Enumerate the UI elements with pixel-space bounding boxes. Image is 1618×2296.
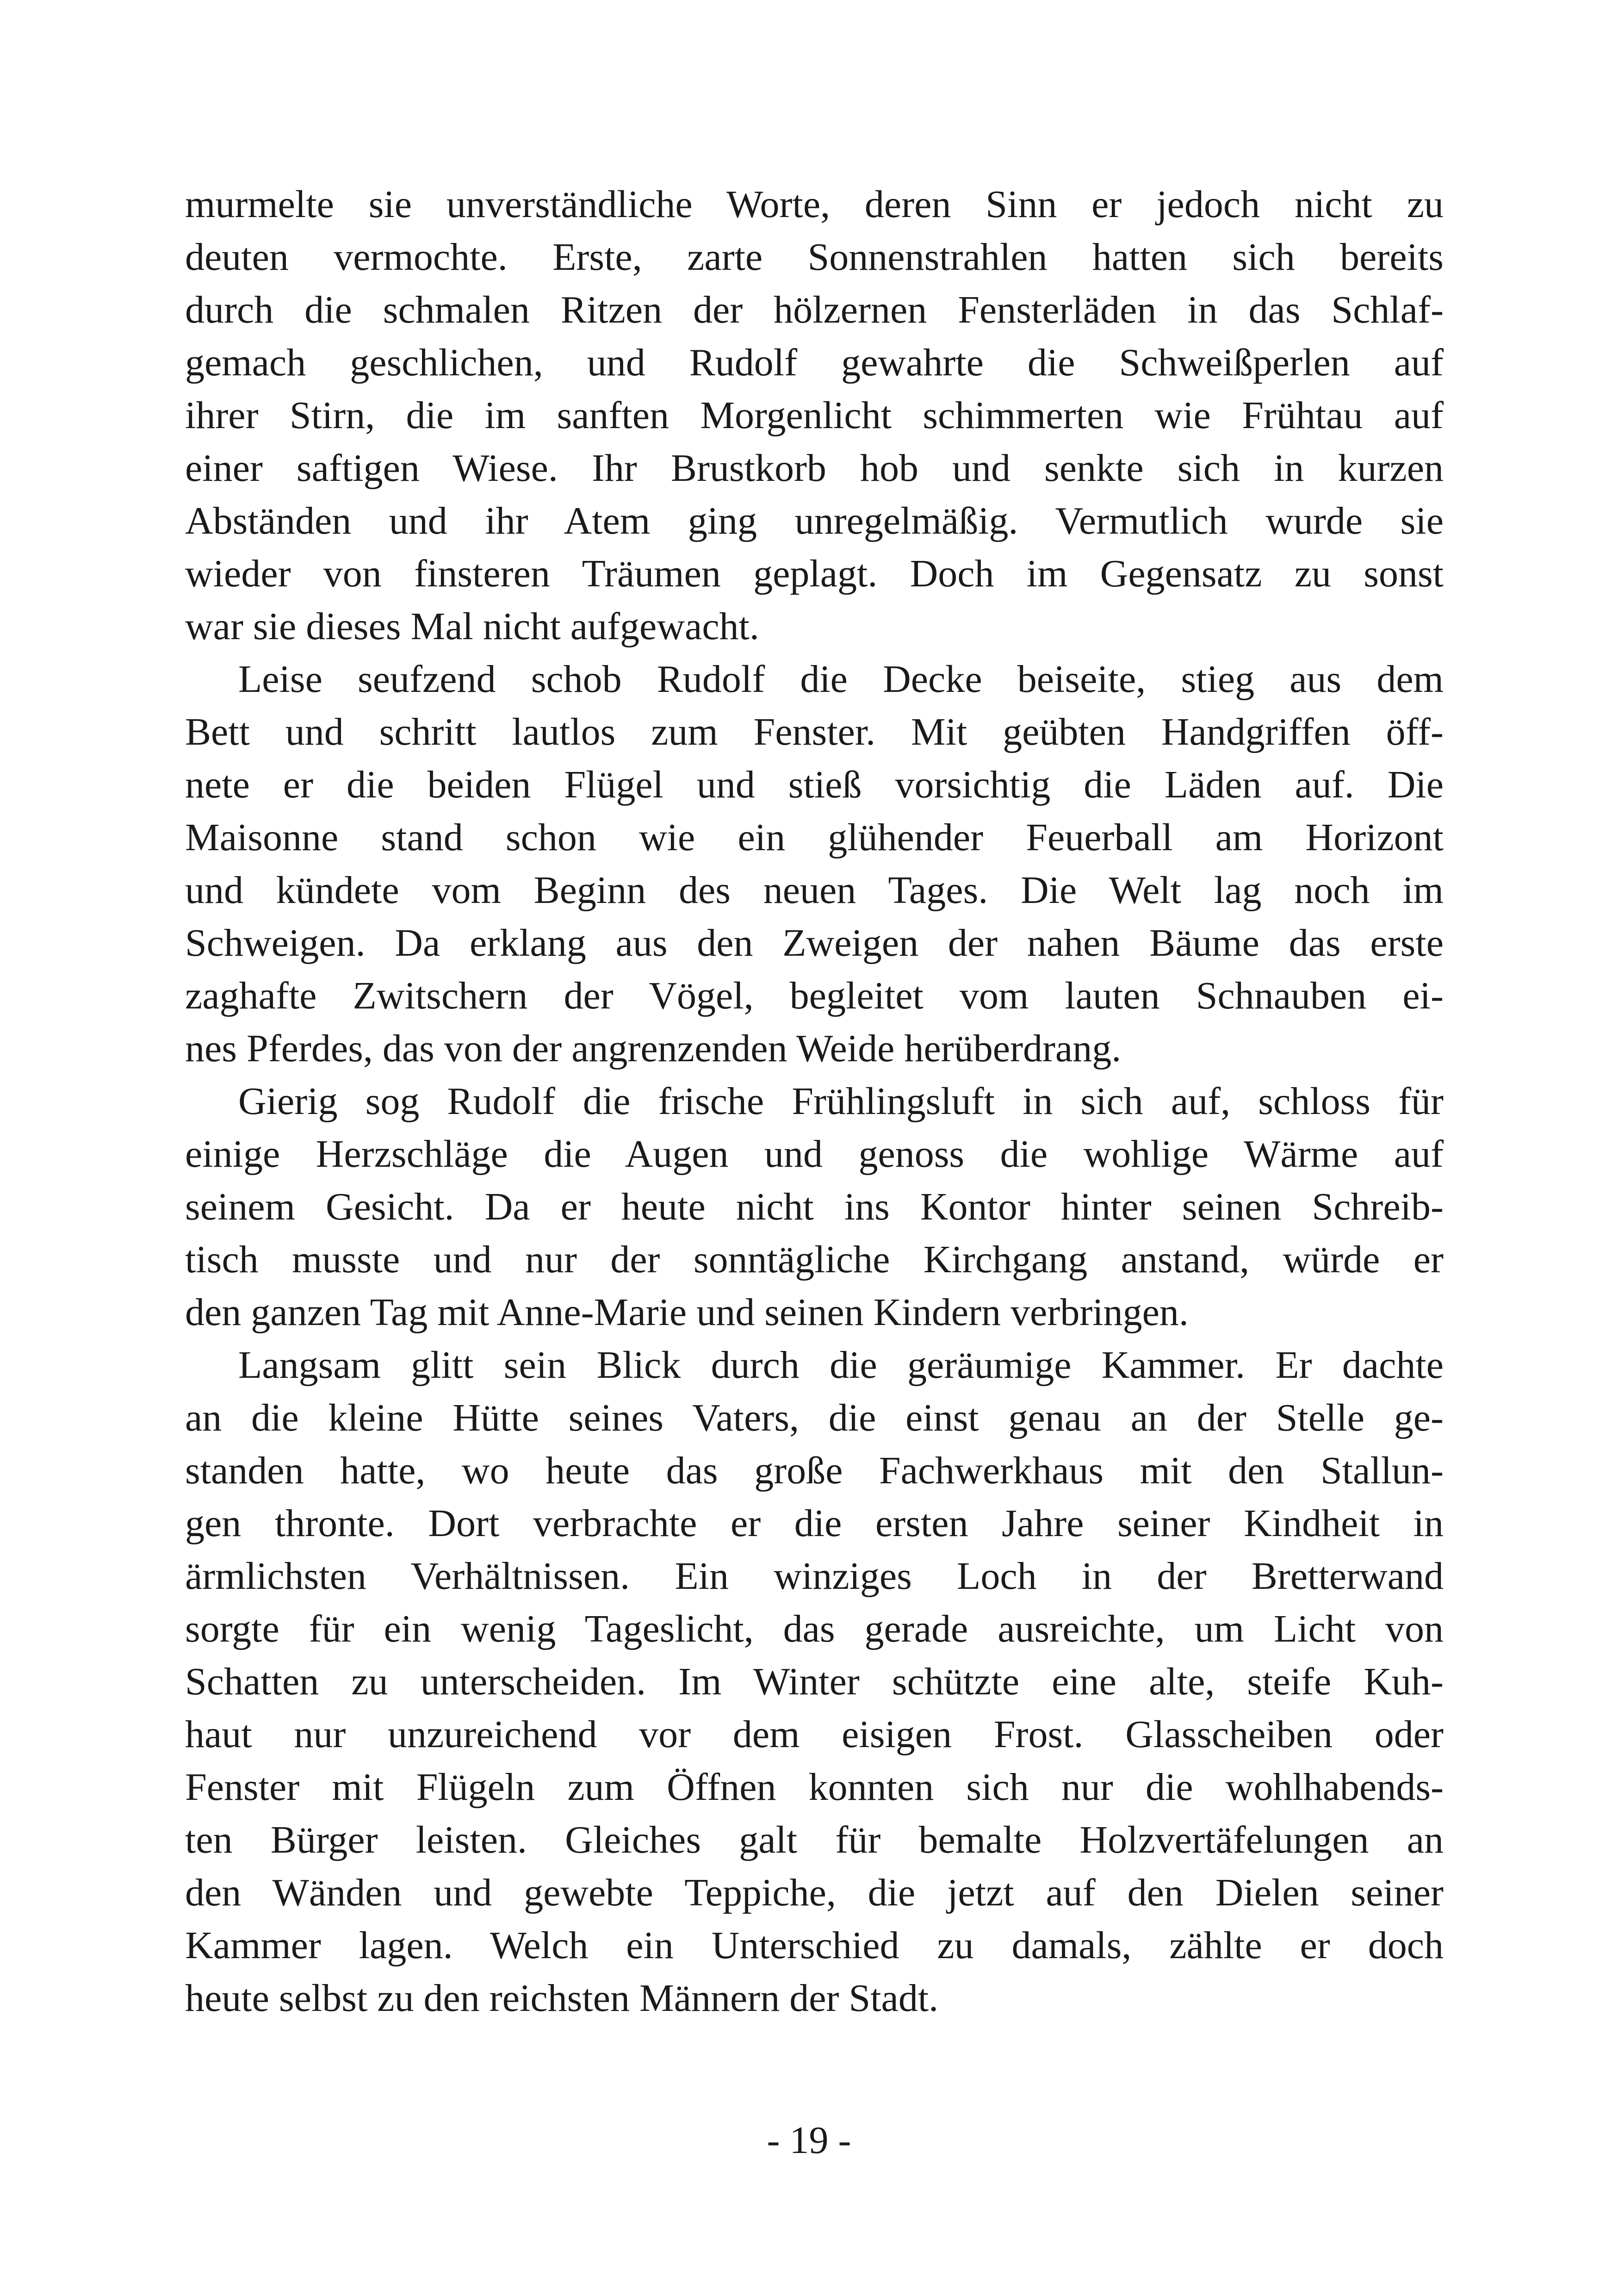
text-line: Schatten zu unterscheiden. Im Winter schützte eine alte, steife Kuh- [185, 1660, 1444, 1703]
text-line: heute selbst zu den reichsten Männern der Stadt. [185, 1977, 939, 2020]
paragraph [185, 653, 1444, 1075]
text-line: ihrer Stirn, die im sanften Morgenlicht schimmerten wie Frühtau auf [185, 394, 1444, 437]
text-line: seinem Gesicht. Da er heute nicht ins Kontor hinter seinen Schreib- [185, 1185, 1444, 1228]
text-line: Gierig sog Rudolf die frische Frühlingsluft in sich auf, schloss für [238, 1080, 1444, 1123]
text-line: Bett und schritt lautlos zum Fenster. Mit geübten Handgriffen öff- [185, 710, 1444, 753]
text-line: gemach geschlichen, und Rudolf gewahrte die Schweißperlen auf [185, 341, 1444, 384]
text-line: Maisonne stand schon wie ein glühender Feuerball am Horizont [185, 816, 1444, 859]
text-line: standen hatte, wo heute das große Fachwerkhaus mit den Stallun- [185, 1449, 1444, 1492]
text-line: Langsam glitt sein Blick durch die geräumige Kammer. Er dachte [238, 1344, 1444, 1387]
text-line: war sie dieses Mal nicht aufgewacht. [185, 605, 759, 648]
text-line: Kammer lagen. Welch ein Unterschied zu damals, zählte er doch [185, 1924, 1444, 1967]
text-line: einige Herzschläge die Augen und genoss die wohlige Wärme auf [185, 1132, 1444, 1176]
text-line: und kündete vom Beginn des neuen Tages. Die Welt lag noch im [185, 869, 1444, 912]
text-line: haut nur unzureichend vor dem eisigen Frost. Glasscheiben oder [185, 1713, 1444, 1756]
text-line: den ganzen Tag mit Anne-Marie und seinen Kindern verbringen. [185, 1291, 1189, 1334]
text-line: Schweigen. Da erklang aus den Zweigen der nahen Bäume das erste [185, 921, 1444, 964]
text-line: murmelte sie unverständliche Worte, deren Sinn er jedoch nicht zu [185, 183, 1444, 226]
paragraph [185, 1339, 1444, 2025]
page-number: - 19 - [767, 2119, 851, 2162]
text-line: Abständen und ihr Atem ging unregelmäßig. Vermutlich wurde sie [185, 499, 1444, 542]
text-line: wieder von finsteren Träumen geplagt. Doch im Gegensatz zu sonst [185, 552, 1444, 595]
text-line: deuten vermochte. Erste, zarte Sonnenstrahlen hatten sich bereits [185, 236, 1444, 279]
text-line: sorgte für ein wenig Tageslicht, das gerade ausreichte, um Licht von [185, 1607, 1444, 1650]
paragraph [185, 178, 1444, 653]
text-line: ten Bürger leisten. Gleiches galt für bemalte Holzvertäfelungen an [185, 1818, 1444, 1861]
text-line: tisch musste und nur der sonntägliche Kirchgang anstand, würde er [185, 1238, 1444, 1281]
text-line: zaghafte Zwitschern der Vögel, begleitet vom lauten Schnauben ei- [185, 974, 1444, 1017]
text-line: durch die schmalen Ritzen der hölzernen Fensterläden in das Schlaf- [185, 288, 1444, 331]
text-line: einer saftigen Wiese. Ihr Brustkorb hob und senkte sich in kurzen [185, 447, 1444, 490]
text-line: gen thronte. Dort verbrachte er die ersten Jahre seiner Kindheit in [185, 1502, 1444, 1545]
text-line: den Wänden und gewebte Teppiche, die jetzt auf den Dielen seiner [185, 1871, 1444, 1914]
paragraph [185, 1075, 1444, 1339]
text-line: nete er die beiden Flügel und stieß vorsichtig die Läden auf. Die [185, 763, 1444, 806]
text-line: an die kleine Hütte seines Vaters, die einst genau an der Stelle ge- [185, 1396, 1444, 1439]
text-line: Leise seufzend schob Rudolf die Decke beiseite, stieg aus dem [238, 658, 1444, 701]
text-line: nes Pferdes, das von der angrenzenden Weide herüberdrang. [185, 1027, 1122, 1070]
text-line: ärmlichsten Verhältnissen. Ein winziges Loch in der Bretterwand [185, 1555, 1444, 1598]
text-line: Fenster mit Flügeln zum Öffnen konnten sich nur die wohlhabends- [185, 1766, 1444, 1809]
body-text [185, 178, 1444, 2025]
